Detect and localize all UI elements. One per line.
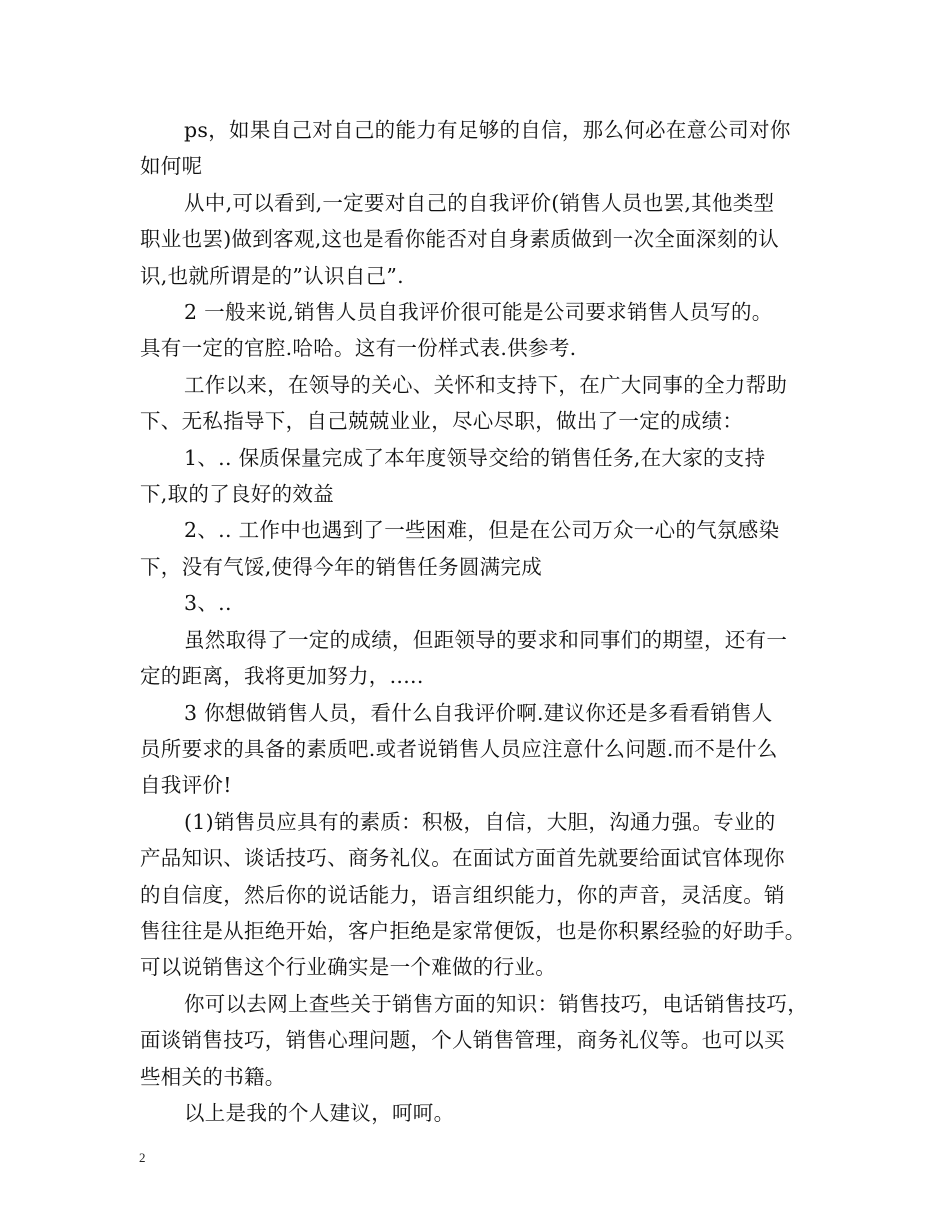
paragraph [140, 585, 830, 621]
text-line: 具有一定的官腔.哈哈。这有一份样式表.供参考. [140, 336, 577, 361]
paragraph [140, 1095, 830, 1131]
text-line: 你可以去网上查些关于销售方面的知识：销售技巧，电话销售技巧， [184, 991, 808, 1016]
paragraph [140, 512, 830, 585]
text-line: 职业也罢)做到客观,这也是看你能否对自身素质做到一次全面深刻的认 [140, 227, 780, 252]
text-line: 从中,可以看到,一定要对自己的自我评价(销售人员也罢,其他类型 [184, 190, 775, 215]
text-line: 下,取的了良好的效益 [140, 482, 335, 507]
paragraph [140, 440, 830, 513]
text-line: 面谈销售技巧，销售心理问题，个人销售管理，商务礼仪等。也可以买 [140, 1028, 785, 1053]
text-line: 虽然取得了一定的成绩，但距领导的要求和同事们的期望，还有一 [184, 627, 788, 652]
text-line: 产品知识、谈话技巧、商务礼仪。在面试方面首先就要给面试官体现你 [140, 846, 785, 871]
paragraph [140, 367, 830, 440]
text-line: 定的距离，我将更加努力，..... [140, 664, 424, 689]
paragraph [140, 185, 830, 294]
text-line: 自我评价! [140, 773, 232, 798]
paragraph [140, 804, 830, 986]
text-line: 下，没有气馁,使得今年的销售任务圆满完成 [140, 554, 543, 579]
paragraph [140, 622, 830, 695]
text-line: 可以说销售这个行业确实是一个难做的行业。 [140, 955, 556, 980]
text-line: 1、.. 保质保量完成了本年度领导交给的销售任务,在大家的支持 [184, 445, 766, 470]
text-line: 售往往是从拒绝开始，客户拒绝是家常便饭，也是你积累经验的好助手。 [140, 918, 806, 943]
document-body [140, 112, 830, 1131]
page-number: 2 [139, 1150, 146, 1165]
text-line: 识,也就所谓是的”认识自己”. [140, 263, 404, 288]
text-line: 的自信度，然后你的说话能力，语言组织能力，你的声音，灵活度。销 [140, 882, 785, 907]
paragraph [140, 294, 830, 367]
paragraph [140, 112, 830, 185]
text-line: 3、.. [184, 591, 232, 616]
text-line: 员所要求的具备的素质吧.或者说销售人员应注意什么问题.而不是什么 [140, 736, 778, 761]
text-line: 2、.. 工作中也遇到了一些困难，但是在公司万众一心的气氛感染 [184, 518, 780, 543]
text-line: 2 一般来说,销售人员自我评价很可能是公司要求销售人员写的。 [184, 300, 773, 325]
text-line: 下、无私指导下，自己兢兢业业，尽心尽职，做出了一定的成绩： [140, 409, 744, 434]
text-line: 些相关的书籍。 [140, 1064, 286, 1089]
text-line: (1)销售员应具有的素质：积极，自信，大胆，沟通力强。专业的 [184, 809, 776, 834]
text-line: 如何呢 [140, 154, 203, 179]
text-line: 以上是我的个人建议，呵呵。 [184, 1100, 455, 1125]
paragraph [140, 986, 830, 1095]
text-line: ps，如果自己对自己的能力有足够的自信，那么何必在意公司对你 [184, 118, 791, 142]
paragraph [140, 695, 830, 804]
text-line: 3 你想做销售人员，看什么自我评价啊.建议你还是多看看销售人 [184, 700, 773, 725]
text-line: 工作以来，在领导的关心、关怀和支持下，在广大同事的全力帮助 [184, 372, 788, 397]
